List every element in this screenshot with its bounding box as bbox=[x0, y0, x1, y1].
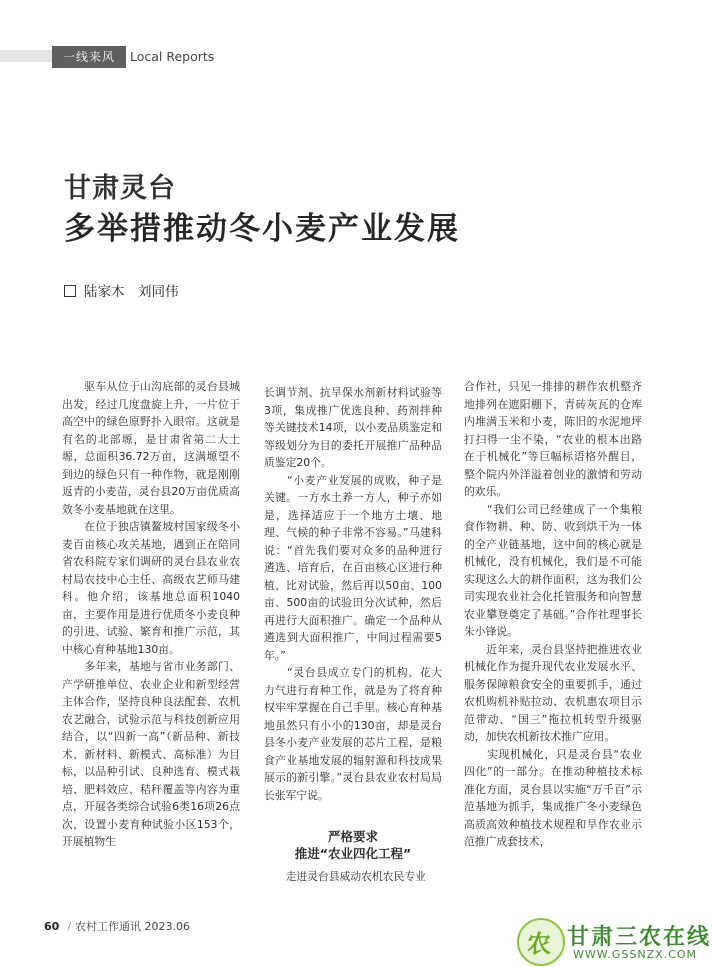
watermark-site-name: 甘肃三农在线 bbox=[567, 925, 712, 950]
magazine-issue: 农村工作通讯 2023.06 bbox=[75, 920, 191, 933]
square-icon bbox=[64, 285, 76, 297]
article-title-line2: 多举措推动冬小麦产业发展 bbox=[64, 211, 460, 247]
body-column-2: 长调节剂、抗旱保水剂新材料试验等3项，集成推广优选良种、药剂拌种等关键技术14项，以小麦品质鉴定和等级划分为目的委托开展推广品种品质鉴定20个。 “小麦产业发展的成败，种子是关键。一方水土养一方人，种子亦如是，选择适应于一个地方土壤、地理、气候的种子非常不容易。”马建科说：“首先我们要对众多的品种进行遴选、培育后，在百亩核心区进行种植、比对试验，然后再以50亩、100亩、500亩的试验田分次试种，然后再进行大面积推广。确定一个品种从遴选到大面积推广，中间过程需要5年。” “灵台县成立专门的机构、花大力气进行育种工作，就是为了将育种权牢牢掌握在自己手里。核心育种基地虽然只有小小的130亩，却是灵台县冬小麦产业发展的芯片工程，是粮食产业基地发展的辐射源和科技成果展示的新引擎。”灵台县农业农村局局长张军宁说。 bbox=[264, 386, 442, 802]
watermark-logo-char: 农 bbox=[527, 930, 551, 958]
section-subheading: 严格要求 推进“农业四化工程” bbox=[294, 829, 412, 861]
site-watermark bbox=[515, 918, 711, 966]
byline bbox=[64, 280, 179, 300]
body-column-3: 合作社，只见一排排的耕作农机整齐地排列在遮阳棚下，青砖灰瓦的仓库内堆满玉米和小麦，陈旧的水泥地坪打扫得一尘不染，“农业的根本出路在于机械化”等巨幅标语格外醒目，整个院内外洋溢着创业的激情和劳动的欢乐。 “我们公司已经建成了一个集粮食作物耕、种、防、收到烘干为一体的全产业链基地，这中间的核心就是机械化，没有机械化，我们是不可能实现这么大的耕作面积，这为我们公司实现农业社会化托管服务和向智慧农业攀登奠定了基础。”合作社理事长朱小锋说。 近年来，灵台县坚持把推进农业机械化作为提升现代农业发展水平、服务保障粮食安全的重要抓手，通过农机购机补贴拉动、农机惠农项目示范带动、“国三”拖拉机转型升级驱动，加快农机新技术推广应用。 实现机械化，只是灵台县“农业四化”的一部分。在推动种植技术标准化方面，灵台县以实施“万千百”示范基地为抓手，集成推广冬小麦绿色高质高效种植技术规程和旱作农业示范推广成套技术， bbox=[464, 380, 642, 848]
page-footer bbox=[44, 918, 190, 934]
watermark-url: WWW.GSSNZX.COM bbox=[573, 948, 697, 961]
header-stripe bbox=[0, 50, 52, 62]
body-column-2-continued: 走进灵台县威动农机农民专业 bbox=[264, 870, 426, 883]
body-column-1: 驱车从位于山沟底部的灵台县城出发，经过几度盘旋上升，一片位于高空中的绿色原野扑入眼帘。这就是有名的北部塬，是甘肃省第二大土塬，总面积36.72万亩，这满塬望不到边的绿色只有一种作物，就是刚刚返青的小麦苗，灵台县20万亩优质高效冬小麦基地就在这里。 在位于独店镇鳌坡村国家级冬小麦百亩核心攻关基地，遇到正在陪同省农科院专家们调研的灵台县农业农村局农技中心主任、高级农艺师马建科。他介绍，该基地总面积1040亩，主要作用是进行优质冬小麦良种的引进、试验、繁育和推广示范，其中核心育种基地130亩。 多年来，基地与省市业务部门、产学研推单位、农业企业和新型经营主体合作，坚持良种良法配套、农机农艺融合，试验示范与科技创新应用结合，以“四新一高”（新品种、新技术、新材料、新模式、高标准）为目标，以品种引试、良种选育、模式栽培、肥料效应、秸秆覆盖等内容为重点，开展各类综合试验6类16项26点次，设置小麦育种试验小区153个，开展植物生 bbox=[62, 380, 240, 848]
authors: 陆家木 刘同伟 bbox=[84, 284, 179, 300]
section-tag-english: Local Reports bbox=[130, 49, 215, 64]
section-tag: 一线来风 bbox=[52, 46, 126, 68]
section-header bbox=[0, 46, 713, 68]
page-number: 60 bbox=[44, 920, 60, 933]
article-title-line1: 甘肃灵台 bbox=[64, 173, 176, 204]
slash-divider: / bbox=[67, 920, 72, 933]
